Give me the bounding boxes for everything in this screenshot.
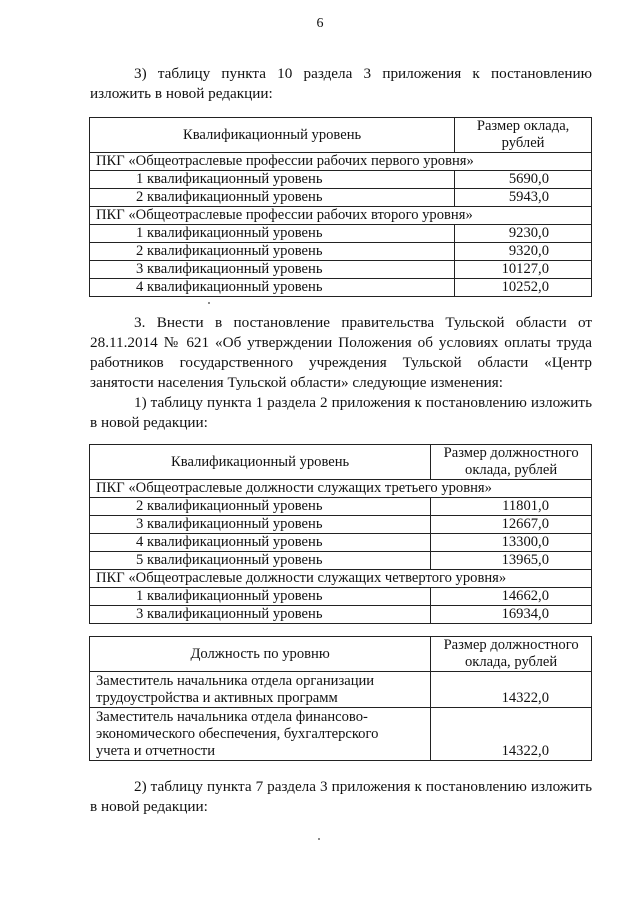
position-line: учета и отчетности xyxy=(96,742,216,759)
paragraph-item-2: 2) таблицу пункта 7 раздела 3 приложения к постановлению изложить в новой редакции: xyxy=(90,778,592,815)
salary-cell: 12667,0 xyxy=(431,516,592,534)
position-line: экономического обеспечения, бухгалтерского xyxy=(96,725,379,742)
table-positions-salary xyxy=(89,636,592,761)
position-line: Заместитель начальника отдела организации xyxy=(96,672,375,689)
level-cell: 1 квалификационный уровень xyxy=(90,225,455,243)
header-salary-line: оклада, рублей xyxy=(465,654,558,670)
table-header-row xyxy=(90,445,592,480)
position-cell xyxy=(90,672,431,708)
scan-speck xyxy=(318,838,320,840)
salary-cell: 10252,0 xyxy=(455,279,592,297)
group-title: ПКГ «Общеотраслевые должности служащих третьего уровня» xyxy=(90,480,592,498)
table-group-row xyxy=(90,153,592,171)
salary-cell: 5943,0 xyxy=(455,189,592,207)
group-title: ПКГ «Общеотраслевые профессии рабочих второго уровня» xyxy=(90,207,592,225)
scan-speck xyxy=(208,302,210,304)
table-row xyxy=(90,606,592,624)
table-row xyxy=(90,279,592,297)
salary-cell: 9230,0 xyxy=(455,225,592,243)
column-header-salary: Размер оклада, рублей xyxy=(455,118,592,153)
salary-cell: 16934,0 xyxy=(431,606,592,624)
table-row xyxy=(90,552,592,570)
paragraph-item-3: 3) таблицу пункта 10 раздела 3 приложения к постановлению изложить в новой редакции: xyxy=(90,65,592,102)
level-cell: 3 квалификационный уровень xyxy=(90,516,431,534)
table-row xyxy=(90,708,592,761)
level-cell: 4 квалификационный уровень xyxy=(90,279,455,297)
table-group-row xyxy=(90,207,592,225)
salary-cell: 13965,0 xyxy=(431,552,592,570)
level-cell: 1 квалификационный уровень xyxy=(90,588,431,606)
header-salary-line: оклада, рублей xyxy=(465,462,558,478)
level-cell: 2 квалификационный уровень xyxy=(90,243,455,261)
table-row xyxy=(90,672,592,708)
level-cell: 2 квалификационный уровень xyxy=(90,498,431,516)
table-header-row xyxy=(90,118,592,153)
salary-cell: 9320,0 xyxy=(455,243,592,261)
table-row xyxy=(90,225,592,243)
table-row xyxy=(90,588,592,606)
table-group-row xyxy=(90,570,592,588)
column-header-salary xyxy=(431,445,592,480)
group-title: ПКГ «Общеотраслевые профессии рабочих первого уровня» xyxy=(90,153,592,171)
table-row xyxy=(90,261,592,279)
paragraph-item-1: 1) таблицу пункта 1 раздела 2 приложения к постановлению изложить в новой редакции: xyxy=(90,394,592,431)
level-cell: 3 квалификационный уровень xyxy=(90,261,455,279)
level-cell: 3 квалификационный уровень xyxy=(90,606,431,624)
table-row xyxy=(90,171,592,189)
table-row xyxy=(90,189,592,207)
salary-cell: 11801,0 xyxy=(431,498,592,516)
salary-cell: 13300,0 xyxy=(431,534,592,552)
column-header-position: Должность по уровню xyxy=(90,637,431,672)
table-workers-salary xyxy=(89,117,592,297)
salary-cell: 14322,0 xyxy=(431,708,592,761)
header-salary-line: Размер должностного xyxy=(443,637,579,653)
column-header-level: Квалификационный уровень xyxy=(90,445,431,480)
group-title: ПКГ «Общеотраслевые должности служащих четвертого уровня» xyxy=(90,570,592,588)
position-cell xyxy=(90,708,431,761)
column-header-salary xyxy=(431,637,592,672)
salary-cell: 10127,0 xyxy=(455,261,592,279)
level-cell: 5 квалификационный уровень xyxy=(90,552,431,570)
level-cell: 2 квалификационный уровень xyxy=(90,189,455,207)
table-row xyxy=(90,243,592,261)
table-header-row xyxy=(90,637,592,672)
salary-cell: 14662,0 xyxy=(431,588,592,606)
table-group-row xyxy=(90,480,592,498)
column-header-level: Квалификационный уровень xyxy=(90,118,455,153)
table-row xyxy=(90,534,592,552)
salary-cell: 14322,0 xyxy=(431,672,592,708)
header-salary-line: Размер должностного xyxy=(443,445,579,461)
level-cell: 4 квалификационный уровень xyxy=(90,534,431,552)
table-employees-salary xyxy=(89,444,592,624)
salary-cell: 5690,0 xyxy=(455,171,592,189)
position-line: Заместитель начальника отдела финансово- xyxy=(96,708,368,725)
level-cell: 1 квалификационный уровень xyxy=(90,171,455,189)
page-number: 6 xyxy=(316,16,324,31)
paragraph-section-3: 3. Внести в постановление правительства Тульской области от 28.11.2014 № 621 «Об утверждении Положения об условиях оплаты труда работников государственного учреждения Тульской области «Центр занятости населения Тульской области» следующие изменения: xyxy=(90,314,592,391)
position-line: трудоустройства и активных программ xyxy=(96,689,338,706)
table-row xyxy=(90,516,592,534)
table-row xyxy=(90,498,592,516)
